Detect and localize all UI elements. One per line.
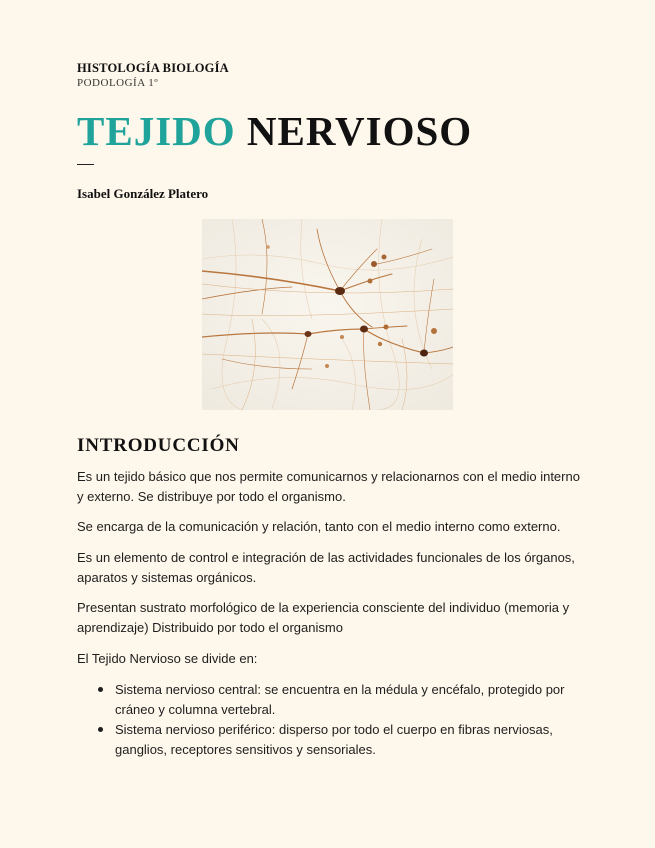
neuron-micrograph-image [202,219,453,410]
intro-paragraph-2: Se encarga de la comunicación y relación, tanto con el medio interno como externo. [77,519,561,534]
intro-paragraph-1: Es un tejido básico que nos permite comunicarnos y relacionarnos con el medio interno y externo. Se distribuye por todo el organismo. [77,469,580,504]
title-main: NERVIOSO [246,108,473,154]
title-accent: TEJIDO [77,108,236,154]
intro-paragraph-3: Es un elemento de control e integración de las actividades funcionales de los órganos, aparatos y sistemas orgánicos. [77,550,575,585]
intro-paragraph-4: Presentan sustrato morfológico de la experiencia consciente del individuo (memoria y aprendizaje) Distribuido por todo el organismo [77,600,570,635]
list-item [77,720,587,759]
bullet-icon [98,687,103,692]
bullet-icon [98,727,103,732]
list-item-text: Sistema nervioso periférico: disperso por todo el cuerpo en fibras nerviosas, ganglios, receptores sensitivos y sensoriales. [115,722,553,757]
list-item-text: Sistema nervioso central: se encuentra en la médula y encéfalo, protegido por cráneo y columna vertebral. [115,682,565,717]
course-label: PODOLOGÍA 1º [77,77,159,89]
author-name: Isabel González Platero [77,186,209,201]
section-heading-introduccion: INTRODUCCIÓN [77,435,240,456]
title-divider [77,164,94,165]
page-title [77,108,472,154]
list-item [77,680,587,719]
nervous-system-list [77,680,587,760]
intro-paragraph-5: El Tejido Nervioso se divide en: [77,651,258,666]
subject-label: HISTOLOGÍA BIOLOGÍA [77,61,229,75]
